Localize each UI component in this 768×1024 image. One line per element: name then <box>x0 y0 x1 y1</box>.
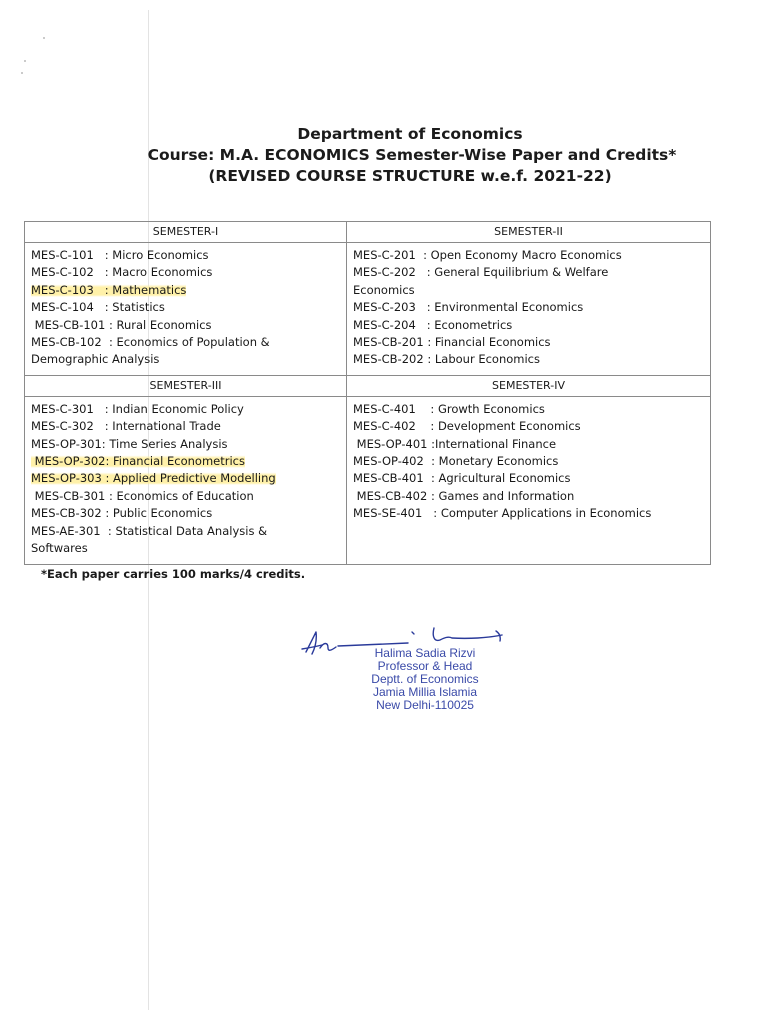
course-structure-subtitle: (REVISED COURSE STRUCTURE w.e.f. 2021-22) <box>208 167 612 185</box>
semester-1-header: SEMESTER-I <box>25 222 347 243</box>
paper-entry: MES-OP-401 :International Finance <box>353 436 557 451</box>
paper-entry <box>31 282 340 299</box>
course-title: Course: M.A. ECONOMICS Semester-Wise Paper and Credits* <box>147 146 677 164</box>
paper-entry: MES-SE-401 : Computer Applications in Economics <box>353 506 652 521</box>
paper-entry <box>31 470 340 487</box>
semester-2-header: SEMESTER-II <box>347 222 711 243</box>
document-header <box>0 124 768 187</box>
paper-entry: MES-C-202 : General Equilibrium & Welfare Economics <box>353 265 609 297</box>
paper-entry: MES-CB-401 : Agricultural Economics <box>353 471 571 486</box>
paper-entry: MES-C-203 : Environmental Economics <box>353 300 584 315</box>
paper-entry <box>31 453 340 470</box>
paper-entry: MES-CB-201 : Financial Economics <box>353 335 551 350</box>
signatory-designation: Professor & Head <box>377 659 473 673</box>
scan-speck <box>21 72 23 74</box>
highlighted-paper: MES-OP-302: Financial Econometrics <box>31 454 245 469</box>
signatory-address: New Delhi-110025 <box>376 698 474 712</box>
paper-entry: MES-C-204 : Econometrics <box>353 317 513 332</box>
head-of-department-stamp <box>340 647 510 712</box>
paper-entry: MES-C-102 : Macro Economics <box>31 265 213 280</box>
paper-entry: MES-C-301 : Indian Economic Policy <box>31 401 244 416</box>
paper-entry: MES-C-104 : Statistics <box>31 300 165 315</box>
paper-entry: MES-CB-101 : Rural Economics <box>31 317 212 332</box>
paper-entry: MES-OP-402 : Monetary Economics <box>353 454 559 469</box>
signatory-institution: Jamia Millia Islamia <box>372 685 478 699</box>
semester-2-papers <box>347 243 711 376</box>
credits-footnote: *Each paper carries 100 marks/4 credits. <box>41 567 306 581</box>
semester-3-papers <box>25 396 347 564</box>
paper-entry: MES-AE-301 : Statistical Data Analysis & Softwares <box>31 523 268 556</box>
department-title: Department of Economics <box>297 125 523 143</box>
semester-1-papers <box>25 243 347 376</box>
semester-4-papers <box>347 396 711 564</box>
semester-3-header: SEMESTER-III <box>25 375 347 396</box>
paper-entry: MES-C-201 : Open Economy Macro Economics <box>353 248 622 262</box>
paper-entry: MES-CB-202 : Labour Economics <box>353 352 540 367</box>
signatory-name: Halima Sadia Rizvi <box>374 646 476 660</box>
scan-speck <box>24 60 26 62</box>
paper-entry: MES-C-401 : Growth Economics <box>353 401 545 416</box>
scan-speck <box>43 37 45 39</box>
paper-entry: MES-OP-301: Time Series Analysis <box>31 436 228 451</box>
paper-entry: MES-CB-402 : Games and Information <box>353 488 575 503</box>
paper-entry: MES-CB-301 : Economics of Education <box>31 488 254 503</box>
paper-entry: MES-C-101 : Micro Economics <box>31 248 209 262</box>
paper-entry: MES-CB-102 : Economics of Population & Demographic Analysis <box>31 335 270 367</box>
paper-entry: MES-CB-302 : Public Economics <box>31 506 213 521</box>
signatory-department: Deptt. of Economics <box>371 672 479 686</box>
paper-entry: MES-C-402 : Development Economics <box>353 419 581 434</box>
paper-entry: MES-C-302 : International Trade <box>31 419 221 434</box>
semester-4-header: SEMESTER-IV <box>347 375 711 396</box>
highlighted-paper: MES-C-103 : Mathematics <box>31 282 187 297</box>
course-table <box>24 221 711 565</box>
highlighted-paper: MES-OP-303 : Applied Predictive Modelling <box>31 471 276 486</box>
